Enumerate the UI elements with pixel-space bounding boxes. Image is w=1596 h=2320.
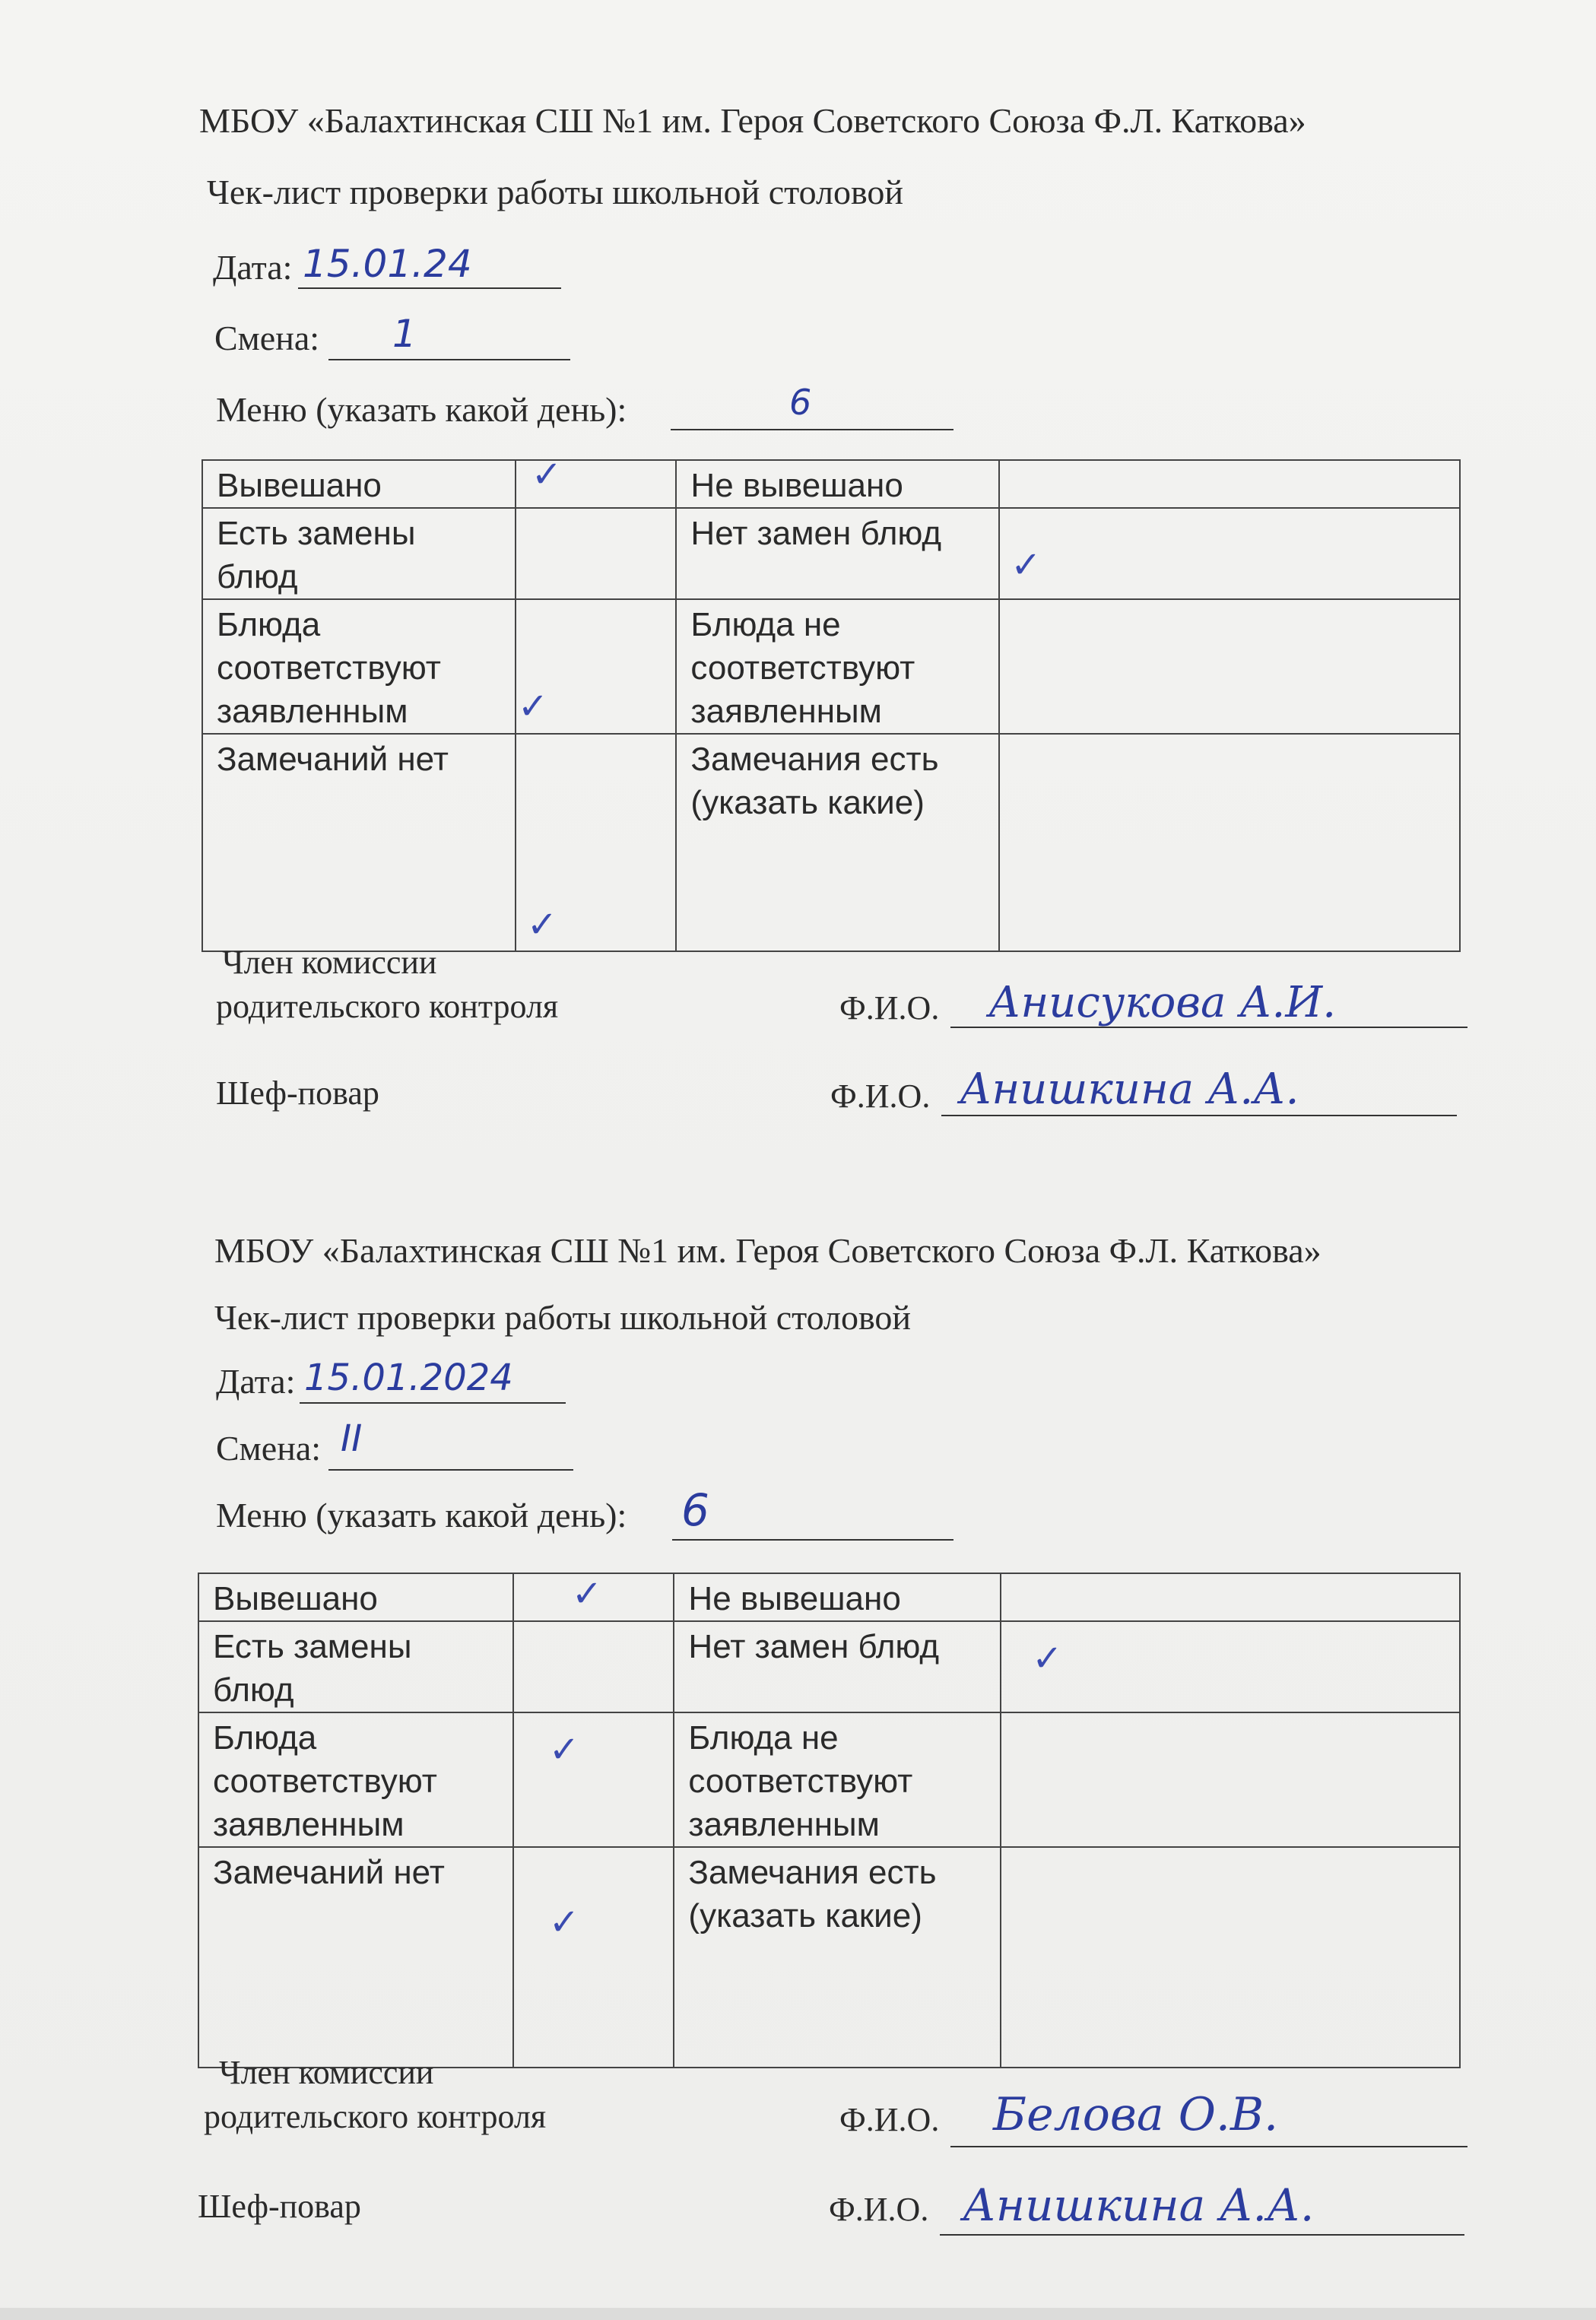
- table-row: [198, 1573, 1460, 1621]
- shift-value[interactable]: 1: [392, 312, 417, 356]
- table-row: [202, 734, 1460, 951]
- menu-label: Меню (указать какой день):: [216, 1496, 627, 1535]
- left-check-cell[interactable]: [516, 508, 677, 599]
- fio-label: Ф.И.О.: [829, 2191, 929, 2228]
- member-label-line-1: Член комиссии: [222, 944, 437, 981]
- table-row: [198, 1712, 1460, 1847]
- check-icon: ✓: [526, 903, 558, 946]
- row-label-right: Блюда не соответствуют заявленным: [674, 1712, 1001, 1847]
- shift-underline: [328, 1468, 573, 1471]
- shift-label: Смена:: [216, 1429, 322, 1468]
- check-icon: ✓: [531, 453, 563, 496]
- shift-label: Смена:: [214, 319, 320, 357]
- chef-signature[interactable]: Анишкина А.А.: [960, 1065, 1299, 1114]
- school-name: МБОУ «Балахтинская СШ №1 им. Героя Советского Союза Ф.Л. Каткова»: [214, 1231, 1322, 1270]
- table-row: [198, 1847, 1460, 2068]
- shift-underline: [328, 357, 570, 360]
- checklist-table: [201, 453, 1461, 952]
- member-signature-line: [950, 2144, 1467, 2147]
- row-label-left: Блюда соответствуют заявленным: [202, 599, 516, 734]
- member-label-line-1: Член комиссии: [219, 2054, 434, 2091]
- menu-value[interactable]: 6: [789, 382, 812, 423]
- menu-label: Меню (указать какой день):: [216, 390, 627, 429]
- left-check-cell[interactable]: [516, 734, 677, 951]
- check-icon: ✓: [571, 1573, 603, 1615]
- right-check-cell[interactable]: [1001, 1573, 1460, 1621]
- row-label-right: Не вывешано: [674, 1573, 1001, 1621]
- left-check-cell[interactable]: [516, 453, 677, 508]
- row-label-right: Нет замен блюд: [676, 508, 999, 599]
- row-label-left: Замечаний нет: [198, 1847, 513, 2068]
- menu-value[interactable]: 6: [681, 1484, 709, 1536]
- table-row: [202, 460, 1460, 508]
- date-label: Дата:: [216, 1362, 296, 1401]
- member-label-line-2: родительского контроля: [204, 2098, 547, 2135]
- table-row: [198, 1621, 1460, 1712]
- row-label-right: Замечания есть (указать какие): [676, 734, 999, 951]
- right-check-cell[interactable]: [1001, 1712, 1460, 1847]
- table-row: [202, 599, 1460, 734]
- fio-label: Ф.И.О.: [839, 2101, 940, 2138]
- form-title: Чек-лист проверки работы школьной столовой: [214, 1298, 912, 1337]
- check-icon: ✓: [548, 1901, 580, 1944]
- date-value[interactable]: 15.01.24: [303, 242, 472, 286]
- chef-label: Шеф-повар: [216, 1074, 379, 1112]
- right-check-cell[interactable]: [1001, 1621, 1460, 1712]
- member-signature[interactable]: Анисукова А.И.: [988, 978, 1336, 1027]
- chef-label: Шеф-повар: [198, 2188, 361, 2225]
- row-label-left: Замечаний нет: [202, 734, 516, 951]
- check-icon: ✓: [1032, 1637, 1063, 1680]
- right-check-cell[interactable]: [999, 460, 1460, 508]
- date-value[interactable]: 15.01.2024: [304, 1357, 513, 1399]
- check-icon: ✓: [548, 1728, 580, 1771]
- row-label-left: Вывешано: [198, 1573, 513, 1621]
- form-title: Чек-лист проверки работы школьной столовой: [207, 173, 904, 211]
- right-check-cell[interactable]: [999, 508, 1460, 599]
- left-check-cell[interactable]: [513, 1847, 674, 2068]
- date-label: Дата:: [213, 248, 293, 287]
- right-check-cell[interactable]: [1001, 1847, 1460, 2068]
- member-label-line-2: родительского контроля: [216, 988, 559, 1025]
- row-label-right: Не вывешано: [676, 460, 999, 508]
- checklist-table: [198, 1573, 1461, 2068]
- member-signature[interactable]: Белова О.В.: [993, 2088, 1279, 2141]
- left-check-cell[interactable]: [513, 1573, 674, 1621]
- date-underline: [300, 1401, 566, 1404]
- row-label-right: Замечания есть (указать какие): [674, 1847, 1001, 2068]
- chef-signature-line: [940, 2233, 1464, 2236]
- left-check-cell[interactable]: [516, 599, 677, 734]
- row-label-right: Блюда не соответствуют заявленным: [676, 599, 999, 734]
- left-check-cell[interactable]: [513, 1621, 674, 1712]
- school-name: МБОУ «Балахтинская СШ №1 им. Героя Советского Союза Ф.Л. Каткова»: [199, 101, 1306, 140]
- shift-value[interactable]: II: [341, 1417, 363, 1460]
- menu-underline: [671, 427, 953, 430]
- row-label-left: Блюда соответствуют заявленным: [198, 1712, 513, 1847]
- menu-underline: [672, 1538, 953, 1541]
- row-label-left: Вывешано: [202, 460, 516, 508]
- date-underline: [298, 286, 561, 289]
- row-label-right: Нет замен блюд: [674, 1621, 1001, 1712]
- fio-label: Ф.И.О.: [839, 989, 940, 1027]
- row-label-left: Есть замены блюд: [202, 508, 516, 599]
- chef-signature[interactable]: Анишкина А.А.: [963, 2179, 1315, 2231]
- right-check-cell[interactable]: [999, 734, 1460, 951]
- check-icon: ✓: [1011, 544, 1042, 586]
- row-label-left: Есть замены блюд: [198, 1621, 513, 1712]
- right-check-cell[interactable]: [999, 599, 1460, 734]
- table-row: [202, 508, 1460, 599]
- check-icon: ✓: [517, 685, 549, 728]
- left-check-cell[interactable]: [513, 1712, 674, 1847]
- fio-label: Ф.И.О.: [830, 1077, 931, 1115]
